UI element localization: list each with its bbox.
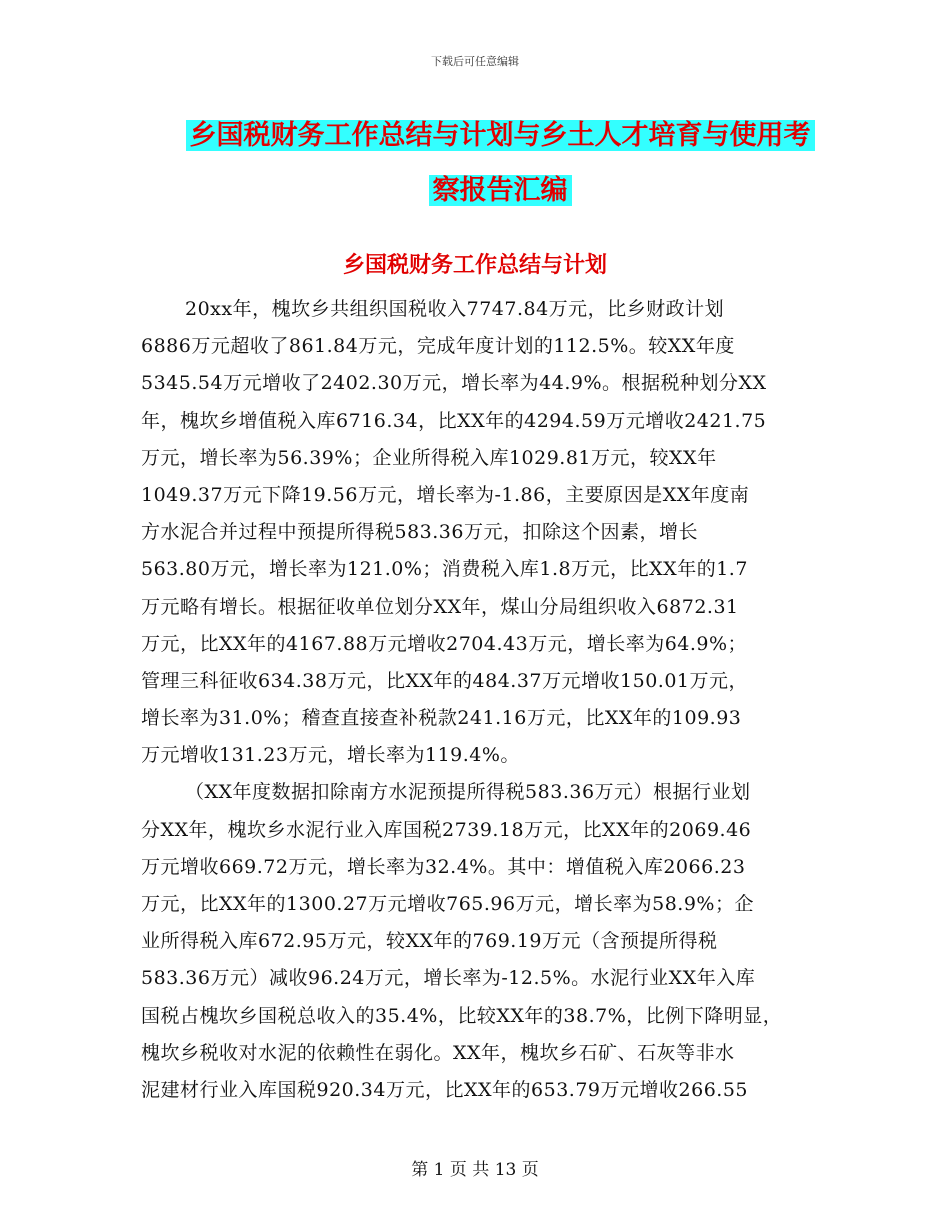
section-title: 乡国税财务工作总结与计划 bbox=[342, 252, 607, 278]
text-line: 槐坎乡税收对水泥的依赖性在弱化。XX年，槐坎乡石矿、石灰等非水 bbox=[141, 1041, 735, 1064]
text-line: 年，槐坎乡增值税入库6716.34，比XX年的4294.59万元增收2421.75 bbox=[141, 409, 767, 432]
text-line: 563.80万元，增长率为121.0%；消费税入库1.8万元，比XX年的1.7 bbox=[141, 558, 748, 581]
text-line: 万元，增长率为56.39%；企业所得税入库1029.81万元，较XX年 bbox=[141, 446, 717, 469]
text-line: 6886万元超收了861.84万元，完成年度计划的112.5%。较XX年度 bbox=[141, 335, 735, 358]
text-line: 万元，比XX年的1300.27万元增收765.96万元，增长率为58.9%；企 bbox=[141, 893, 754, 915]
page-footer: 第 1 页 共 13 页 bbox=[411, 1160, 539, 1180]
body-text bbox=[141, 291, 821, 1109]
text-line: 分XX年，槐坎乡水泥行业入库国税2739.18万元，比XX年的2069.46 bbox=[141, 818, 752, 841]
text-line: 业所得税入库672.95万元，较XX年的769.19万元（含预提所得税 bbox=[141, 930, 718, 953]
document-title bbox=[140, 108, 860, 218]
text-line: （XX年度数据扣除南方水泥预提所得税583.36万元）根据行业划 bbox=[185, 781, 751, 804]
text-line: 增长率为31.0%；稽查直接查补税款241.16万元，比XX年的109.93 bbox=[141, 707, 742, 730]
text-line: 万元增收669.72万元，增长率为32.4%。其中：增值税入库2066.23 bbox=[141, 855, 746, 878]
title-line-1: 乡国税财务工作总结与计划与乡土人才培育与使用考 bbox=[186, 120, 815, 151]
text-line: 万元略有增长。根据征收单位划分XX年，煤山分局组织收入6872.31 bbox=[141, 595, 739, 618]
header-note: 下载后可任意编辑 bbox=[431, 55, 519, 68]
text-line: 国税占槐坎乡国税总收入的35.4%，比较XX年的38.7%，比例下降明显， bbox=[141, 1004, 783, 1027]
text-line: 管理三科征收634.38万元，比XX年的484.37万元增收150.01万元， bbox=[141, 669, 748, 692]
text-line: 泥建材行业入库国税920.34万元，比XX年的653.79万元增收266.55 bbox=[141, 1078, 748, 1101]
text-line: 方水泥合并过程中预提所得税583.36万元，扣除这个因素，增长 bbox=[141, 521, 698, 544]
text-line: 20xx年，槐坎乡共组织国税收入7747.84万元，比乡财政计划 bbox=[185, 298, 725, 320]
text-line: 万元，比XX年的4167.88万元增收2704.43万元，增长率为64.9%； bbox=[141, 632, 748, 655]
text-line: 5345.54万元增收了2402.30万元，增长率为44.9%。根据税种划分XX bbox=[141, 372, 767, 395]
title-line-2: 察报告汇编 bbox=[429, 175, 572, 206]
text-line: 万元增收131.23万元，增长率为119.4%。 bbox=[141, 744, 520, 767]
text-line: 1049.37万元下降19.56万元，增长率为-1.86，主要原因是XX年度南 bbox=[141, 483, 750, 506]
text-line: 583.36万元）减收96.24万元，增长率为-12.5%。水泥行业XX年入库 bbox=[141, 967, 756, 990]
